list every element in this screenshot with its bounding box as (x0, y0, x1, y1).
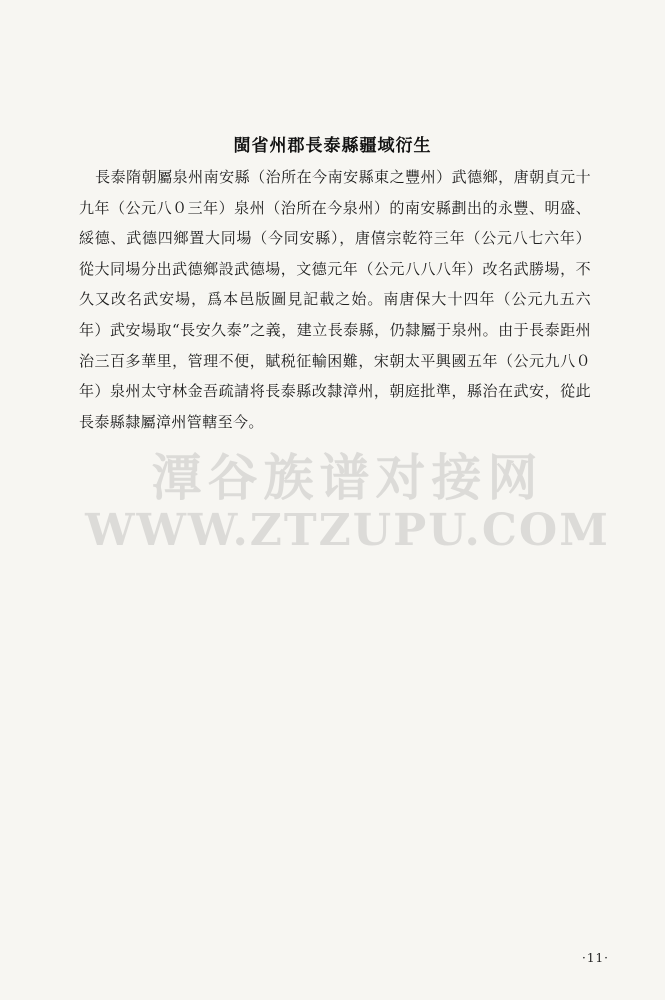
body-paragraph (79, 162, 591, 437)
page-number: ·11· (582, 951, 609, 965)
paragraph-text: 長泰隋朝屬泉州南安縣（治所在今南安縣東之豐州）武德鄉，唐朝貞元十九年（公元八０三年）泉州（治所在今泉州）的南安縣劃出的永豐、明盛、綏德、武德四鄉置大同場（今同安縣），唐僖宗乾符三年（公元八七六年）從大同場分出武德鄉設武德場，文德元年（公元八八八年）改名武勝場，不久又改名武安場，爲本邑版圖見記載之始。南唐保大十四年（公元九五六年）武安場取“長安久泰”之義，建立長泰縣，仍隸屬于泉州。由于長泰距州治三百多華里，管理不便，賦税征輸困難，宋朝太平興國五年（公元九八０年）泉州太守林金吾疏請将長泰縣改隸漳州，朝庭批準，縣治在武安，從此長泰縣隸屬漳州管轄至今。 (79, 168, 591, 431)
watermark-url: WWW.ZTZUPU.COM (85, 505, 610, 556)
watermark-chinese: 潭谷族谱对接网 (151, 449, 544, 507)
page-title: 閩省州郡長泰縣疆域衍生 (233, 136, 432, 156)
